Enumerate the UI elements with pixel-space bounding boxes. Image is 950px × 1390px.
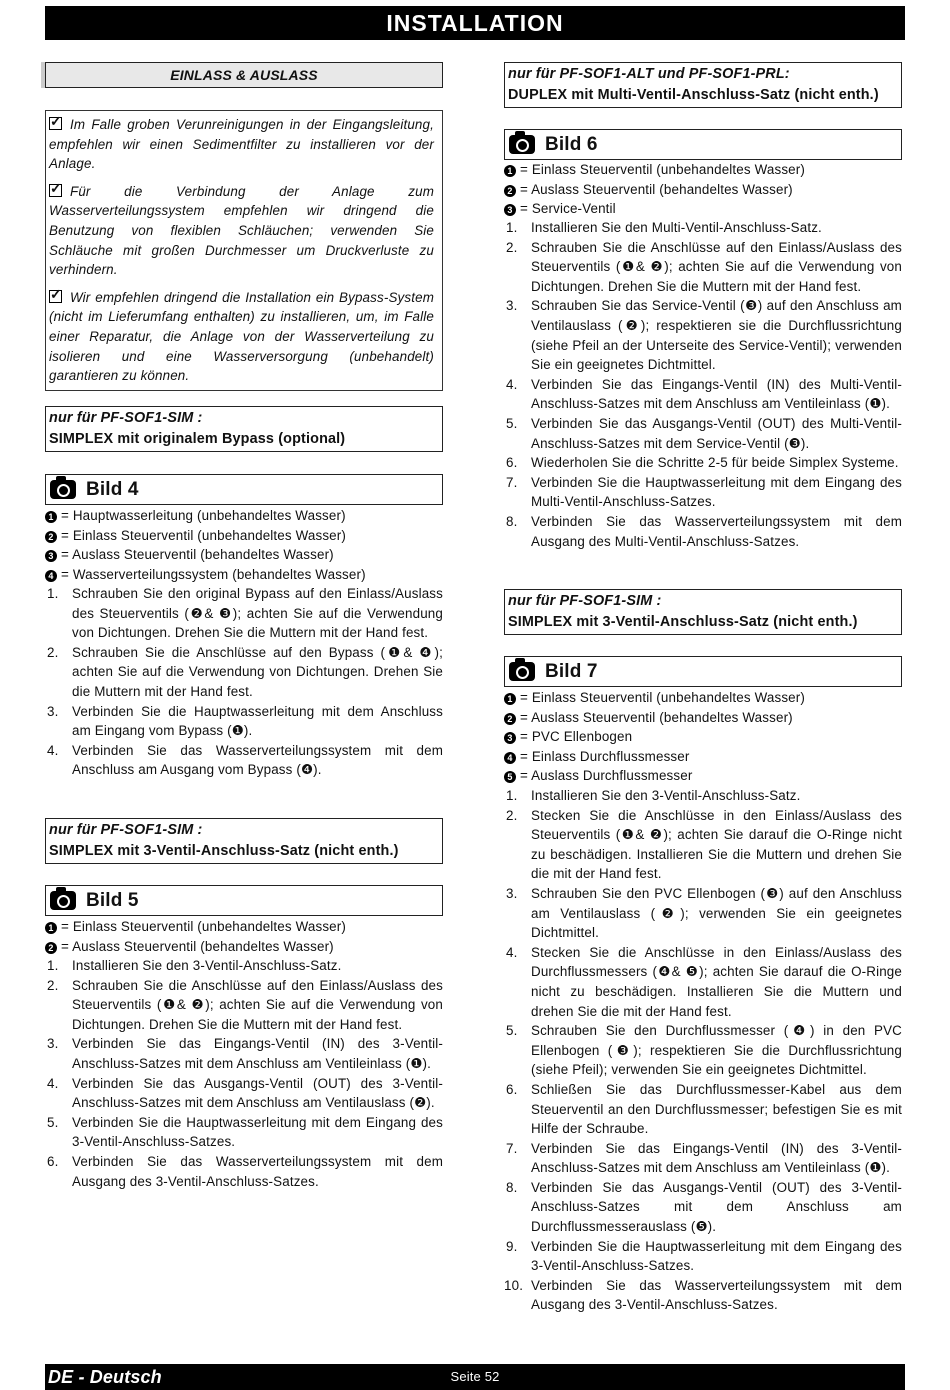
step-item: 8. Verbinden Sie das Wasserverteilungssystem mit dem Ausgang des Multi-Ventil-Anschluss-Satzes. bbox=[506, 513, 902, 549]
legend-item: 4 = Wasserverteilungssystem (behandeltes Wasser) bbox=[45, 565, 443, 585]
number-2-icon: 2 bbox=[504, 713, 516, 725]
step-list bbox=[45, 584, 443, 780]
note-item: ✓Wir empfehlen dringend die Installation ein Bypass-System (nicht im Lieferumfang enthalten) zu installieren, um, im Falle einer Reparatur, die Anlage von der Wasserverteilung zu isolieren und eine Wasserversorgung (unbehandelt) garantieren zu können. bbox=[49, 288, 434, 386]
step-item: 2. Schrauben Sie die Anschlüsse auf den Einlass/Auslass des Steuerventils (❶& ❷); achten Sie auf die Verwendung von Dichtungen. Drehen Sie die Muttern mit der Hand fest. bbox=[506, 239, 902, 294]
figure-legend bbox=[45, 917, 443, 956]
page-header-title: INSTALLATION bbox=[45, 6, 905, 40]
step-item: 5. Verbinden Sie die Hauptwasserleitung mit dem Eingang des 3-Ventil-Anschluss-Satzes. bbox=[47, 1114, 443, 1150]
number-3-icon: 3 bbox=[504, 732, 516, 744]
number-5-icon: 5 bbox=[504, 771, 516, 783]
number-1-icon: 1 bbox=[504, 693, 516, 705]
step-item: 3. Schrauben Sie den PVC Ellenbogen (❸) auf den Anschluss am Ventilauslass (❷); verwenden Sie ein geeignetes Dichtmittel. bbox=[506, 885, 902, 941]
number-1-icon: 1 bbox=[504, 165, 516, 177]
step-item: 9. Verbinden Sie die Hauptwasserleitung mit dem Eingang des 3-Ventil-Anschluss-Satzes. bbox=[506, 1238, 902, 1274]
camera-icon bbox=[509, 135, 535, 154]
legend-item: 1 = Einlass Steuerventil (unbehandeltes Wasser) bbox=[45, 917, 443, 937]
legend-item: 1 = Einlass Steuerventil (unbehandeltes Wasser) bbox=[504, 688, 902, 708]
step-item: 7. Verbinden Sie die Hauptwasserleitung mit dem Eingang des Multi-Ventil-Anschluss-Satzes. bbox=[506, 474, 902, 510]
number-1-icon: 1 bbox=[45, 511, 57, 523]
checkbox-icon bbox=[49, 117, 62, 130]
subsection-model: nur für PF-SOF1-SIM : bbox=[508, 593, 662, 609]
step-item: 6. Verbinden Sie das Wasserverteilungssystem mit dem Ausgang des 3-Ventil-Anschluss-Satzes. bbox=[47, 1153, 443, 1189]
legend-item: 1 = Einlass Steuerventil (unbehandeltes Wasser) bbox=[504, 160, 902, 180]
figure-legend bbox=[45, 506, 443, 584]
step-item: 1. Installieren Sie den Multi-Ventil-Anschluss-Satz. bbox=[506, 220, 822, 235]
camera-icon bbox=[509, 662, 535, 681]
step-item: 6. Schließen Sie das Durchflussmesser-Kabel aus dem Steuerventil an den Durchflussmesser; befestigen Sie es mit Hilfe der Schraube. bbox=[506, 1081, 902, 1137]
step-item: 4. Stecken Sie die Anschlüsse in den Einlass/Auslass des Durchflussmessers (❹& ❺); achten Sie darauf die O-Ringe nicht zu beschädigen. Installieren Sie die Muttern und drehen Sie die mit der Hand fest. bbox=[506, 944, 902, 1019]
figure-title: Bild 5 bbox=[86, 890, 139, 911]
step-item: 4. Verbinden Sie das Wasserverteilungssystem mit dem Anschluss am Ausgang vom Bypass (❹). bbox=[47, 742, 443, 778]
note-item: ✓Im Falle groben Verunreinigungen in der Eingangsleitung, empfehlen wir einen Sedimentfilter zu installieren vor der Anlage. bbox=[49, 115, 434, 174]
legend-item: 3 = Service-Ventil bbox=[504, 199, 902, 219]
number-3-icon: 3 bbox=[504, 204, 516, 216]
step-item: 4. Verbinden Sie das Ausgangs-Ventil (OUT) des 3-Ventil-Anschluss-Satzes mit dem Anschluss am Ventilauslass (❷). bbox=[47, 1075, 443, 1111]
camera-icon bbox=[50, 480, 76, 499]
step-item: 7. Verbinden Sie das Eingangs-Ventil (IN) des 3-Ventil-Anschluss-Satzes mit dem Anschluss am Ventileinlass (❶). bbox=[506, 1140, 902, 1176]
legend-item: 2 = Auslass Steuerventil (behandeltes Wasser) bbox=[504, 708, 902, 728]
legend-item: 2 = Auslass Steuerventil (behandeltes Wasser) bbox=[504, 180, 902, 200]
legend-item: 5 = Auslass Durchflussmesser bbox=[504, 766, 902, 786]
number-2-icon: 2 bbox=[45, 942, 57, 954]
note-item: ✓Für die Verbindung der Anlage zum Wasserverteilungssystem empfehlen wir dringend die Benutzung von flexiblen Schläuchen; verwenden Sie Schläuche mit großen Durchmesser um Druckverluste zu verhindern. bbox=[49, 182, 434, 280]
step-list bbox=[504, 786, 902, 1315]
step-item: 2. Stecken Sie die Anschlüsse in den Einlass/Auslass des Steuerventils (❶& ❷); achten Sie darauf die O-Ringe nicht zu beschädigen. Installieren Sie die Muttern und drehen Sie die mit der Hand fest. bbox=[506, 807, 902, 882]
step-item: 6. Wiederholen Sie die Schritte 2-5 für beide Simplex Systeme. bbox=[506, 455, 899, 471]
step-item: 3. Verbinden Sie die Hauptwasserleitung mit dem Anschluss am Eingang vom Bypass (❶). bbox=[47, 703, 443, 739]
subsection-header bbox=[45, 818, 443, 864]
notes-box bbox=[45, 110, 443, 391]
page-number: Seite 52 bbox=[450, 1369, 500, 1384]
step-item: 1. Installieren Sie den 3-Ventil-Anschluss-Satz. bbox=[506, 788, 801, 803]
subsection-title: SIMPLEX mit 3-Ventil-Anschluss-Satz (nicht enth.) bbox=[49, 843, 399, 859]
figure-title: Bild 4 bbox=[86, 479, 139, 500]
subsection-header bbox=[504, 62, 902, 108]
number-1-icon: 1 bbox=[45, 922, 57, 934]
step-item: 10. Verbinden Sie das Wasserverteilungssystem mit dem Ausgang des 3-Ventil-Anschluss-Satzes. bbox=[504, 1277, 902, 1313]
subsection-header bbox=[504, 589, 902, 635]
subsection-model: nur für PF-SOF1-SIM : bbox=[49, 410, 203, 426]
legend-item: 3 = Auslass Steuerventil (behandeltes Wasser) bbox=[45, 545, 443, 565]
legend-item: 3 = PVC Ellenbogen bbox=[504, 727, 902, 747]
step-list bbox=[504, 218, 902, 551]
legend-item: 2 = Auslass Steuerventil (behandeltes Wasser) bbox=[45, 937, 443, 957]
step-item: 2. Schrauben Sie die Anschlüsse auf den Einlass/Auslass des Steuerventils (❶& ❷); achten Sie auf die Verwendung von Dichtungen. Drehen Sie die Muttern mit der Hand fest. bbox=[47, 977, 443, 1032]
figure-heading bbox=[45, 885, 443, 916]
subsection-title: DUPLEX mit Multi-Ventil-Anschluss-Satz (nicht enth.) bbox=[508, 87, 879, 103]
legend-item: 2 = Einlass Steuerventil (unbehandeltes Wasser) bbox=[45, 526, 443, 546]
page-footer bbox=[45, 1364, 905, 1390]
step-item: 5. Verbinden Sie das Ausgangs-Ventil (OUT) des Multi-Ventil-Anschluss-Satzes mit dem Service-Ventil (❸). bbox=[506, 415, 902, 451]
subsection-title: SIMPLEX mit 3-Ventil-Anschluss-Satz (nicht enth.) bbox=[508, 614, 858, 630]
number-3-icon: 3 bbox=[45, 550, 57, 562]
figure-legend bbox=[504, 160, 902, 219]
figure-title: Bild 7 bbox=[545, 661, 598, 682]
legend-item: 4 = Einlass Durchflussmesser bbox=[504, 747, 902, 767]
number-2-icon: 2 bbox=[504, 185, 516, 197]
step-item: 3. Verbinden Sie das Eingangs-Ventil (IN) des 3-Ventil-Anschluss-Satzes mit dem Anschluss am Ventileinlass (❶). bbox=[47, 1036, 443, 1071]
checkbox-icon bbox=[49, 184, 62, 197]
checkbox-icon bbox=[49, 290, 62, 303]
subsection-model: nur für PF-SOF1-ALT und PF-SOF1-PRL: bbox=[508, 66, 790, 82]
section-title: EINLASS & AUSLASS bbox=[45, 62, 443, 88]
language-label: DE - Deutsch bbox=[48, 1367, 162, 1387]
figure-heading bbox=[504, 129, 902, 160]
step-item: 4. Verbinden Sie das Eingangs-Ventil (IN) des Multi-Ventil-Anschluss-Satzes mit dem Anschluss am Ventileinlass (❶). bbox=[506, 376, 902, 412]
step-item: 5. Schrauben Sie den Durchflussmesser (❹) in den PVC Ellenbogen (❸); respektieren Sie die Durchflussrichtung (siehe Pfeil); verwenden Sie ein geeignetes Dichtmittel. bbox=[506, 1023, 902, 1078]
number-4-icon: 4 bbox=[504, 752, 516, 764]
camera-icon bbox=[50, 891, 76, 910]
legend-item: 1 = Hauptwasserleitung (unbehandeltes Wasser) bbox=[45, 506, 443, 526]
figure-legend bbox=[504, 688, 902, 786]
step-item: 3. Schrauben Sie das Service-Ventil (❸) auf den Anschluss am Ventilauslass (❷); respektieren sie die Durchflussrichtung (siehe Pfeil an der Unterseite des Service-Ventil); verwenden Sie ein geeignetes Dichtmittel. bbox=[506, 298, 902, 373]
number-4-icon: 4 bbox=[45, 570, 57, 582]
number-2-icon: 2 bbox=[45, 531, 57, 543]
step-item: 1. Installieren Sie den 3-Ventil-Anschluss-Satz. bbox=[47, 958, 342, 973]
subsection-header bbox=[45, 406, 443, 452]
figure-heading bbox=[45, 474, 443, 505]
figure-heading bbox=[504, 656, 902, 687]
figure-title: Bild 6 bbox=[545, 134, 598, 155]
subsection-model: nur für PF-SOF1-SIM : bbox=[49, 822, 203, 838]
step-item: 8. Verbinden Sie das Ausgangs-Ventil (OUT) des 3-Ventil-Anschluss-Satzes mit dem Anschluss am Durchflussmesserauslass (❺). bbox=[506, 1179, 902, 1235]
step-item: 1. Schrauben Sie den original Bypass auf den Einlass/Auslass des Steuerventils (❷& ❸); achten Sie auf die Verwendung von Dichtungen. Drehen Sie die Muttern mit der Hand fest. bbox=[47, 586, 443, 641]
step-list bbox=[45, 956, 443, 1191]
step-item: 2. Schrauben Sie die Anschlüsse auf den Bypass (❶& ❹); achten Sie auf die Verwendung von Dichtungen. Drehen Sie die Muttern mit der Hand fest. bbox=[47, 644, 443, 699]
subsection-title: SIMPLEX mit originalem Bypass (optional) bbox=[49, 431, 346, 447]
